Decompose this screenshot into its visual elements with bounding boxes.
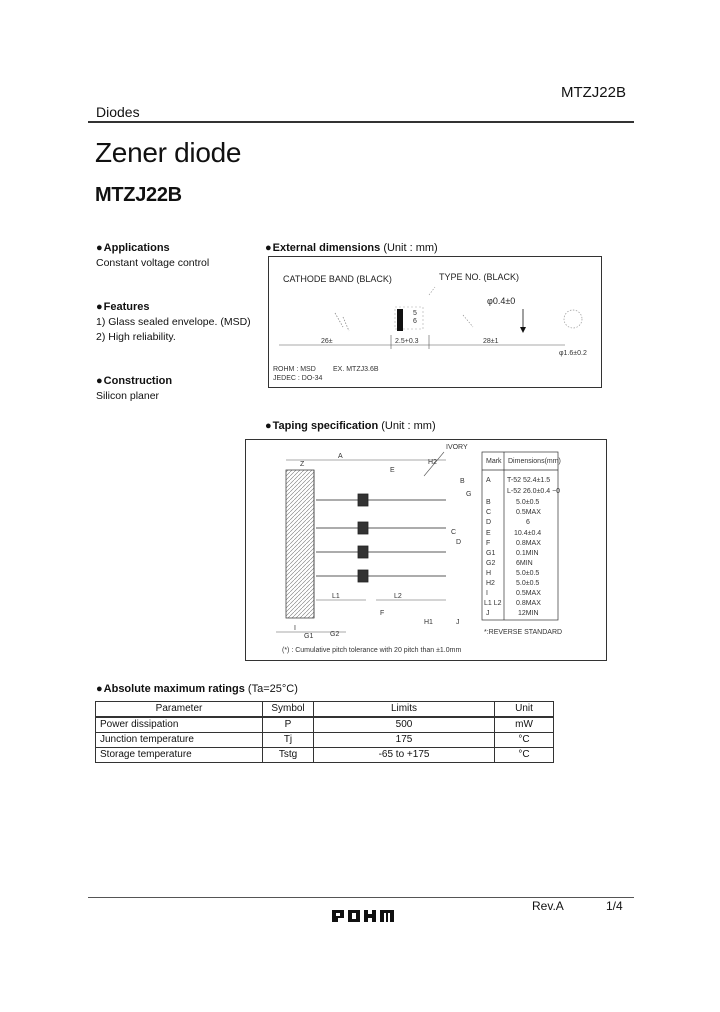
header-part-number: MTZJ22B: [560, 84, 626, 101]
table-row: [96, 733, 554, 748]
bullet-icon: ●: [96, 683, 103, 695]
limits-cell: -65 to +175: [314, 748, 495, 763]
lead-diameter-label: φ0.4±0: [487, 296, 516, 306]
external-dimensions-heading: ●External dimensions (Unit : mm): [265, 242, 438, 254]
dim-D: D: [456, 539, 462, 546]
footer-rule: [88, 897, 634, 898]
taping-footnote: (*) : Cumulative pitch tolerance with 20 pitch than ±1.0mm: [282, 647, 462, 654]
bullet-icon: ●: [265, 242, 272, 254]
table-row: [96, 717, 554, 733]
unit-cell: °C: [495, 733, 554, 748]
table-row: 0.5MAX: [516, 590, 541, 597]
dim-A: A: [338, 453, 343, 460]
type-no-label: TYPE NO. (BLACK): [439, 272, 520, 282]
col-unit: Unit: [495, 702, 554, 718]
param-cell: Power dissipation: [96, 717, 263, 733]
dim-L2: L2: [394, 593, 402, 600]
table-row: H2: [486, 580, 495, 587]
limits-cell: 500: [314, 717, 495, 733]
dim-L1: L1: [332, 593, 340, 600]
unit-cell: mW: [495, 717, 554, 733]
table-row: H: [486, 570, 492, 577]
applications-text: Constant voltage control: [96, 257, 210, 269]
table-row: C: [486, 509, 492, 516]
body-diameter-label: φ1.6±0.2: [559, 350, 587, 357]
table-row: L-52 26.0±0.4 −0: [507, 488, 561, 495]
page-title: Zener diode: [95, 137, 242, 168]
table-row: J: [486, 610, 490, 617]
table-row: G1: [486, 550, 496, 557]
rohm-logo: [332, 908, 394, 929]
tape-reel-edge: [286, 470, 314, 618]
dim-E: E: [390, 467, 395, 474]
table-row: F: [486, 540, 491, 547]
left-lead-length: 26±: [321, 338, 333, 345]
svg-text:5: 5: [413, 310, 417, 317]
table-row: D: [486, 519, 492, 526]
ratings-table: [95, 701, 554, 763]
table-row: 12MIN: [518, 610, 539, 617]
taping-heading: ●Taping specification (Unit : mm): [265, 420, 436, 432]
diode-dimension-figure: [269, 257, 601, 387]
dim-G2: G2: [330, 631, 340, 638]
body-length: 2.5+0.3: [395, 338, 419, 345]
feature-item: 1) Glass sealed envelope. (MSD): [96, 316, 251, 328]
col-symbol: Symbol: [263, 702, 314, 718]
table-row: T-52 52.4±1.5: [507, 477, 551, 484]
taping-drawing: [245, 439, 607, 661]
bullet-icon: ●: [96, 301, 103, 313]
dim-Z: Z: [300, 461, 305, 468]
cathode-band-icon: [397, 309, 403, 331]
param-cell: Junction temperature: [96, 733, 263, 748]
rohm-package-note: ROHM : MSD: [273, 366, 316, 373]
dim-J: J: [456, 619, 460, 626]
dim-G1: G1: [304, 633, 314, 640]
cathode-band-label: CATHODE BAND (BLACK): [283, 274, 392, 284]
rohm-logo-icon: [332, 908, 394, 924]
table-row: I: [486, 590, 488, 597]
limits-cell: 175: [314, 733, 495, 748]
table-row: 0.8MAX: [516, 600, 541, 607]
ratings-header-row: [96, 702, 554, 718]
table-row: 10.4±0.4: [514, 530, 542, 537]
taping-footnote-bottom: *:REVERSE STANDARD: [484, 629, 563, 636]
dim-H2: H2: [428, 459, 437, 466]
dim-H1: H1: [424, 619, 433, 626]
table-row: 0.1MIN: [516, 550, 539, 557]
dim-F: F: [380, 610, 385, 617]
table-row: [96, 748, 554, 763]
construction-heading: ●Construction: [96, 375, 173, 387]
dim-C: C: [451, 529, 457, 536]
bullet-icon: ●: [265, 420, 272, 432]
table-row: 5.0±0.5: [516, 499, 540, 506]
col-parameter: Parameter: [96, 702, 263, 718]
table-row: B: [486, 499, 491, 506]
bullet-icon: ●: [96, 242, 103, 254]
table-row: L1 L2: [484, 600, 502, 607]
marking-example-note: EX. MTZJ3.6B: [333, 366, 379, 373]
symbol-cell: P: [263, 717, 314, 733]
unit-cell: °C: [495, 748, 554, 763]
taping-figure: [246, 440, 606, 660]
taping-dimension-table: [482, 452, 561, 620]
ivory-label: IVORY: [446, 444, 468, 451]
symbol-cell: Tstg: [263, 748, 314, 763]
external-dimensions-drawing: [268, 256, 602, 388]
table-row: E: [486, 530, 491, 537]
header-rule: [88, 121, 634, 123]
applications-heading: ●Applications: [96, 242, 170, 254]
page-number: 1/4: [606, 899, 623, 913]
jedec-package-note: JEDEC : DO-34: [273, 375, 323, 382]
features-heading: ●Features: [96, 301, 150, 313]
col-limits: Limits: [314, 702, 495, 718]
table-header-mark: Mark: [486, 458, 502, 465]
part-number-heading: MTZJ22B: [95, 184, 182, 206]
symbol-cell: Tj: [263, 733, 314, 748]
bullet-icon: ●: [96, 375, 103, 387]
table-header-dim: Dimensions(mm): [508, 458, 561, 465]
revision-label: Rev.A: [532, 899, 564, 913]
category-label: Diodes: [96, 104, 140, 120]
ratings-heading: ●Absolute maximum ratings (Ta=25°C): [96, 683, 298, 695]
table-row: 6: [526, 519, 530, 526]
table-row: G2: [486, 560, 496, 567]
table-row: A: [486, 477, 491, 484]
table-row: 0.8MAX: [516, 540, 541, 547]
svg-text:6: 6: [413, 318, 417, 325]
dim-B: B: [460, 478, 465, 485]
taped-diode: [316, 494, 446, 582]
dim-I: I: [294, 625, 296, 632]
table-row: 0.5MAX: [516, 509, 541, 516]
table-row: 6MIN: [516, 560, 533, 567]
table-row: 5.0±0.5: [516, 570, 540, 577]
dim-G: G: [466, 491, 472, 498]
param-cell: Storage temperature: [96, 748, 263, 763]
construction-text: Silicon planer: [96, 390, 160, 402]
table-row: 5.0±0.5: [516, 580, 540, 587]
right-lead-length: 28±1: [483, 338, 499, 345]
feature-item: 2) High reliability.: [96, 331, 176, 343]
